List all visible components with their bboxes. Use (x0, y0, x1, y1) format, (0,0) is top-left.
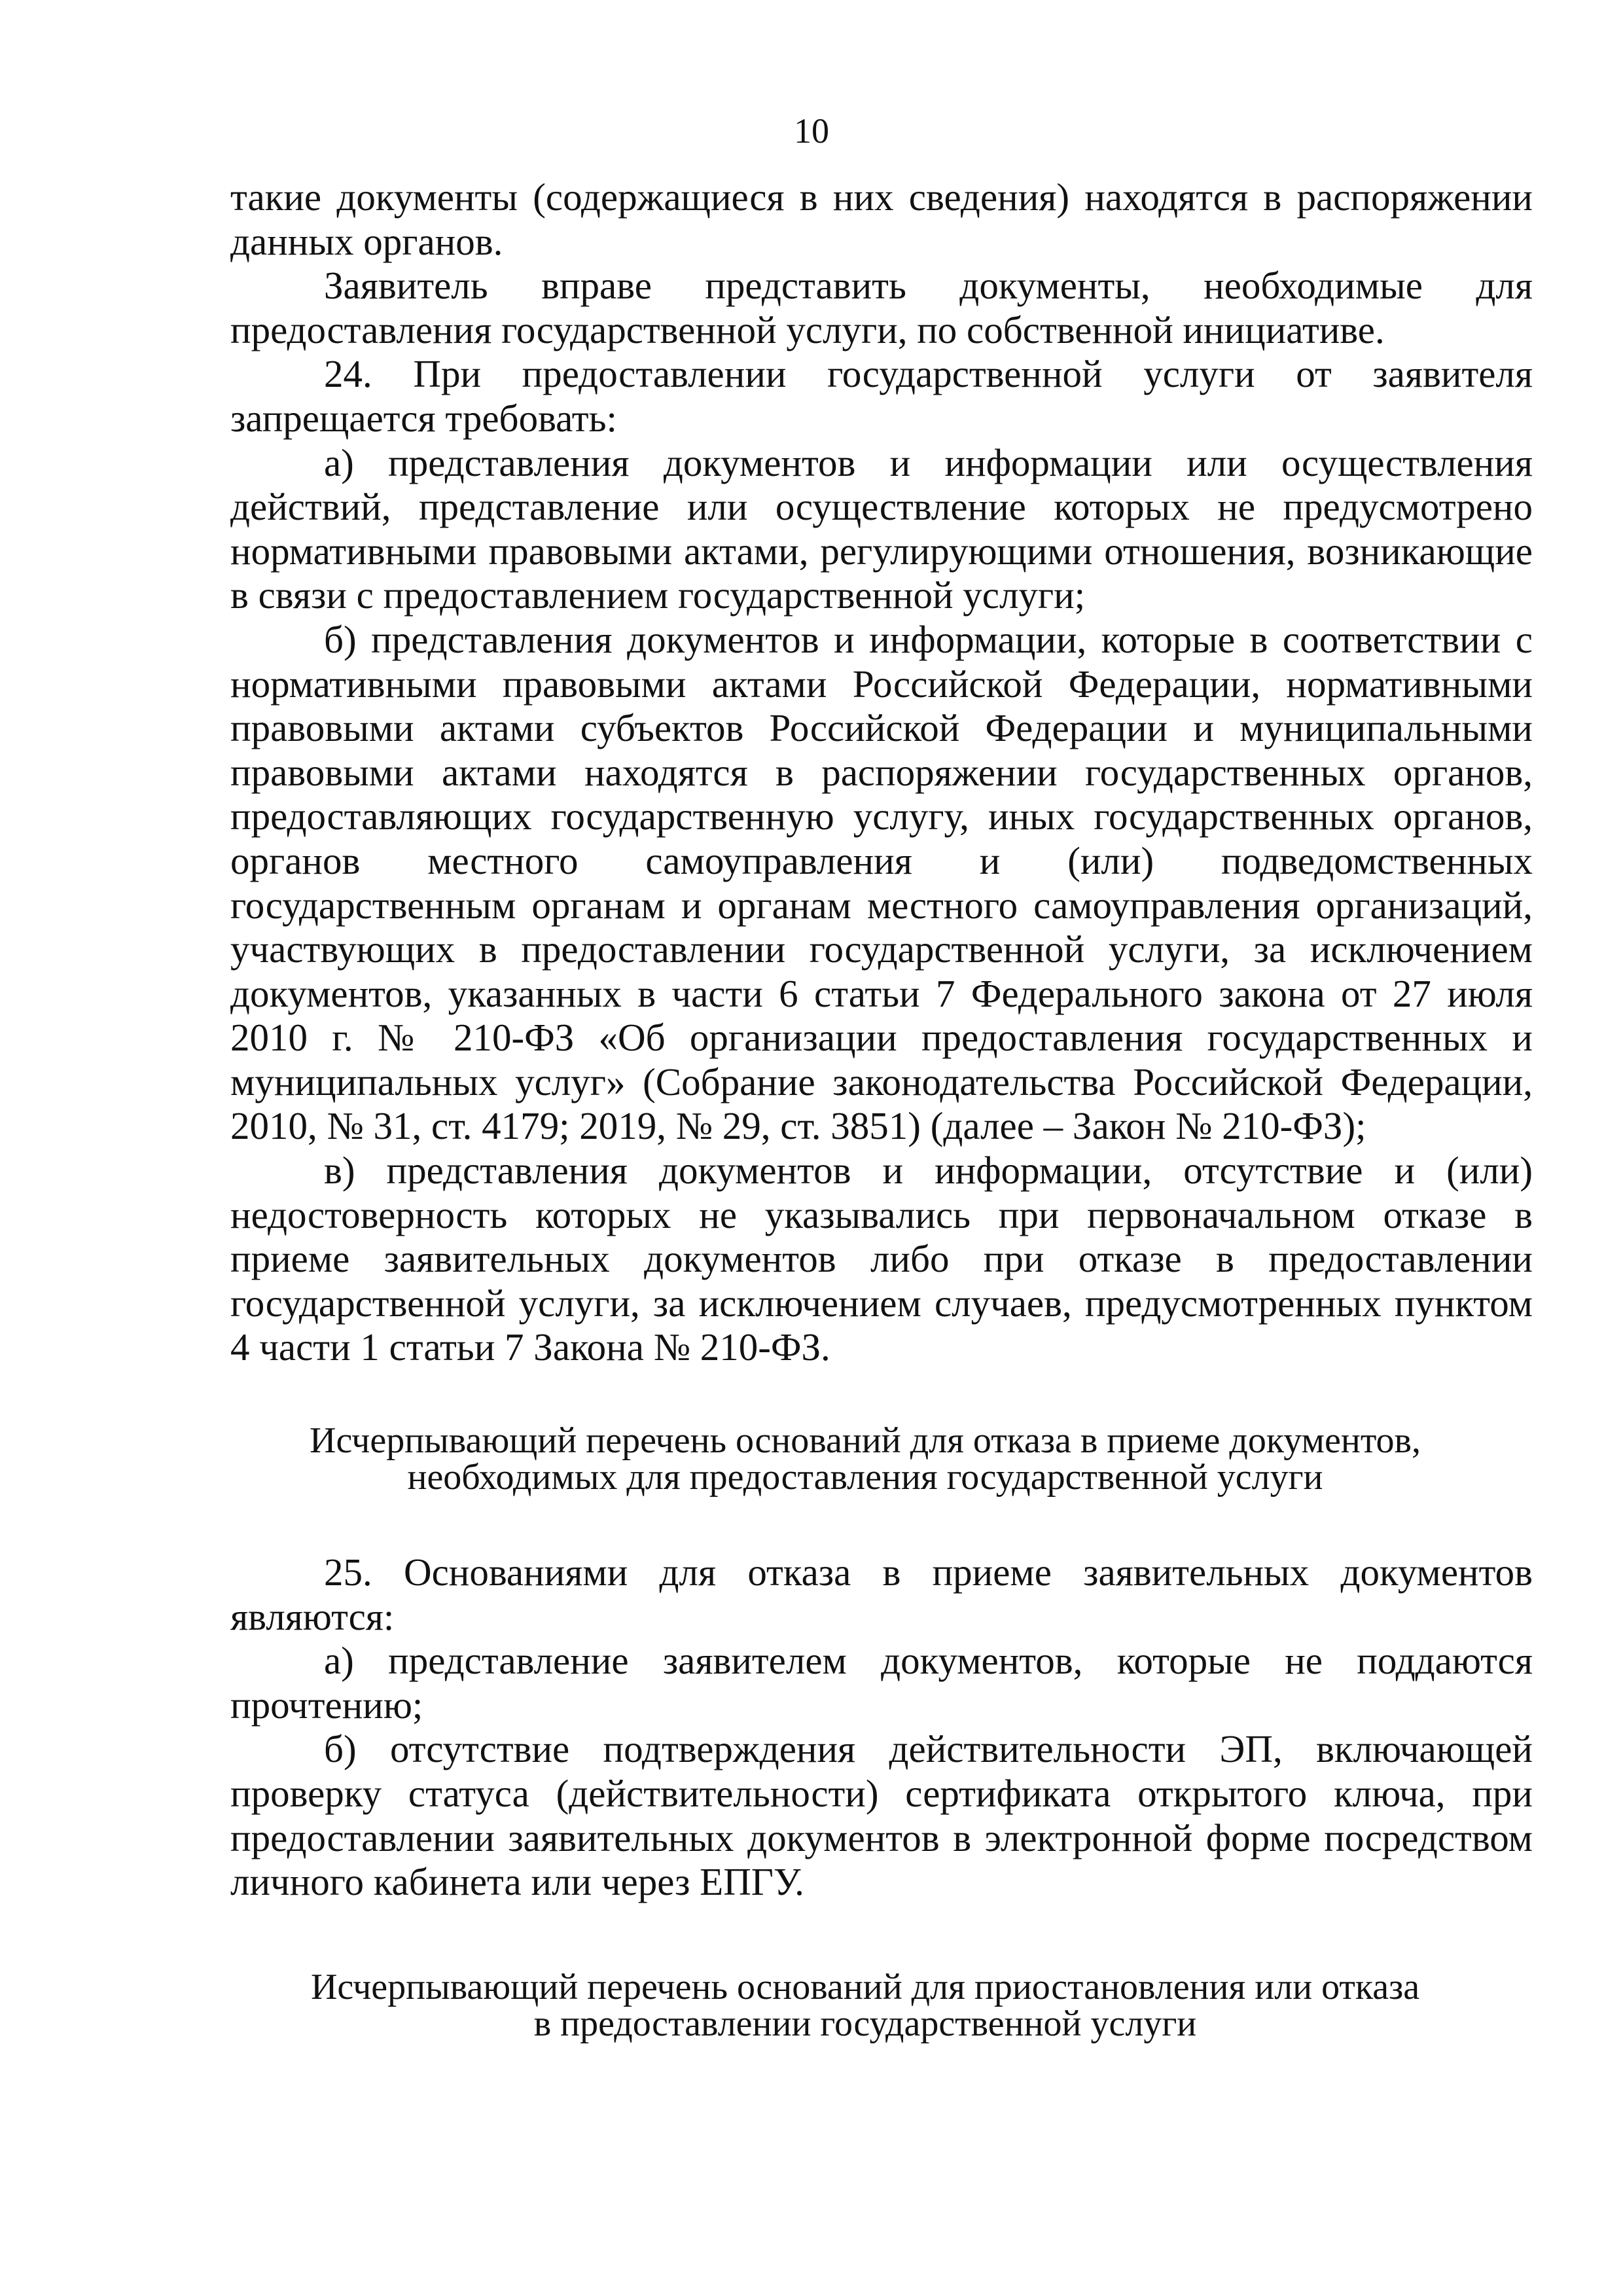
paragraph-clause-25-a: а) представление заявителем документов, которые не поддаются прочтению; (230, 1639, 1533, 1727)
paragraph-clause-25-b: б) отсутствие подтверждения действительности ЭП, включающей проверку статуса (действительности) сертификата открытого ключа, при предоставлении заявительных документов в электронной форме посредством личного кабинета или через ЕПГУ. (230, 1727, 1533, 1904)
paragraph-clause-24-b: б) представления документов и информации, которые в соответствии с нормативными правовыми актами Российской Федерации, нормативными правовыми актами субъектов Российской Федерации и муниципальными правовыми актами находятся в распоряжении государственных органов, предоставляющих государственную услугу, иных государственных органов, органов местного самоуправления и (или) подведомственных государственным органам и органам местного самоуправления организаций, участвующих в предоставлении государственной услуги, за исключением документов, указанных в части 6 статьи 7 Федерального закона от 27 июля 2010 г. № 210-ФЗ «Об организации предоставления государственных и муниципальных услуг» (Собрание законодательства Российской Федерации, 2010, № 31, ст. 4179; 2019, № 29, ст. 3851) (далее – Закон № 210-ФЗ); (230, 617, 1533, 1148)
paragraph-clause-24-a: а) представления документов и информации или осуществления действий, представление или осуществление которых не предусмотрено нормативными правовыми актами, регулирующими отношения, возникающие в связи с предоставлением государственной услуги; (230, 440, 1533, 617)
paragraph-clause-24-v: в) представления документов и информации, отсутствие и (или) недостоверность которых не указывались при первоначальном отказе в приеме заявительных документов либо при отказе в предоставлении государственной услуги, за исключением случаев, предусмотренных пунктом 4 части 1 статьи 7 Закона № 210-ФЗ. (230, 1149, 1533, 1369)
document-body (230, 175, 1533, 2042)
paragraph-applicant-right: Заявитель вправе представить документы, необходимые для предоставления государственной услуги, по собственной инициативе. (230, 264, 1533, 351)
section-heading-refusal-acceptance: Исчерпывающий перечень оснований для отказа в приеме документов, необходимых для предоставления государственной услуги (310, 1420, 1421, 1498)
paragraph-continuation: такие документы (содержащиеся в них сведения) находятся в распоряжении данных органов. (230, 175, 1533, 263)
paragraph-clause-24: 24. При предоставлении государственной услуги от заявителя запрещается требовать: (230, 352, 1533, 440)
page-number: 10 (794, 111, 829, 151)
section-heading-suspension-refusal: Исчерпывающий перечень оснований для приостановления или отказа в предоставлении государственной услуги (310, 1966, 1420, 2044)
paragraph-clause-25: 25. Основаниями для отказа в приеме заявительных документов являются: (230, 1551, 1533, 1638)
